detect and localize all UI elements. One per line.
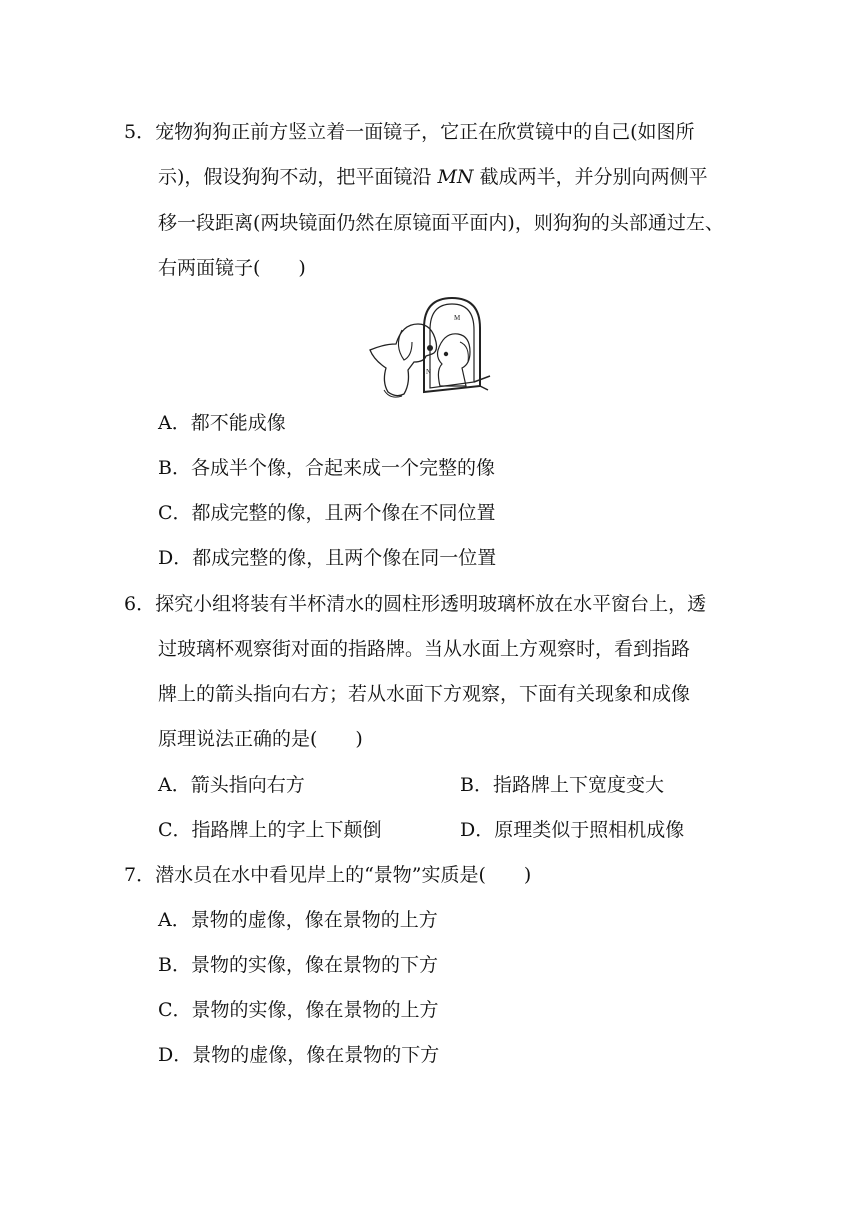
q7-option-b[interactable]: B．景物的实像，像在景物的下方 [158,954,438,976]
q5-option-b[interactable]: B．各成半个像，合起来成一个完整的像 [158,457,495,479]
question-6-line-1: 6．探究小组将装有半杯清水的圆柱形透明玻璃杯放在水平窗台上，透 [124,593,707,615]
mirror-label-m: M [454,314,461,322]
dog-mirror-figure [366,290,492,400]
q5-option-d[interactable]: D．都成完整的像，且两个像在同一位置 [158,547,497,569]
question-6-line-3: 牌上的箭头指向右方；若从水面下方观察，下面有关现象和成像 [158,683,691,705]
question-6-line-4: 原理说法正确的是( ) [158,728,363,750]
question-5-line-3: 移一段距离(两块镜面仍然在原镜面平面内)，则狗狗的头部通过左、 [158,212,724,234]
question-number: 7． [124,864,156,886]
question-5-line-2: 示)，假设狗狗不动，把平面镜沿 MN 截成两半，并分别向两侧平 [158,166,708,188]
question-5-line-4: 右两面镜子( ) [158,257,306,279]
question-7-line-1: 7．潜水员在水中看见岸上的“景物”实质是( ) [124,864,532,886]
q7-option-c[interactable]: C．景物的实像，像在景物的上方 [158,999,439,1021]
question-number: 5． [124,121,156,143]
q6-option-a[interactable]: A．箭头指向右方 [158,774,305,796]
question-6-line-2: 过玻璃杯观察街对面的指路牌。当从水面上方观察时，看到指路 [158,638,691,660]
q7-option-d[interactable]: D．景物的虚像，像在景物的下方 [158,1044,440,1066]
q6-option-b[interactable]: B．指路牌上下宽度变大 [460,774,664,796]
question-number: 6． [124,593,156,615]
q7-option-a[interactable]: A．景物的虚像，像在景物的上方 [158,909,438,931]
q6-option-d[interactable]: D．原理类似于照相机成像 [460,819,685,841]
q5-option-a[interactable]: A．都不能成像 [158,412,286,434]
mirror-label-n: N [426,368,432,376]
q5-option-c[interactable]: C．都成完整的像，且两个像在不同位置 [158,502,496,524]
question-5-line-1: 5．宠物狗狗正前方竖立着一面镜子，它正在欣赏镜中的自己(如图所 [124,121,695,143]
mirror-line-label: MN [437,166,474,188]
q6-option-c[interactable]: C．指路牌上的字上下颠倒 [158,819,382,841]
